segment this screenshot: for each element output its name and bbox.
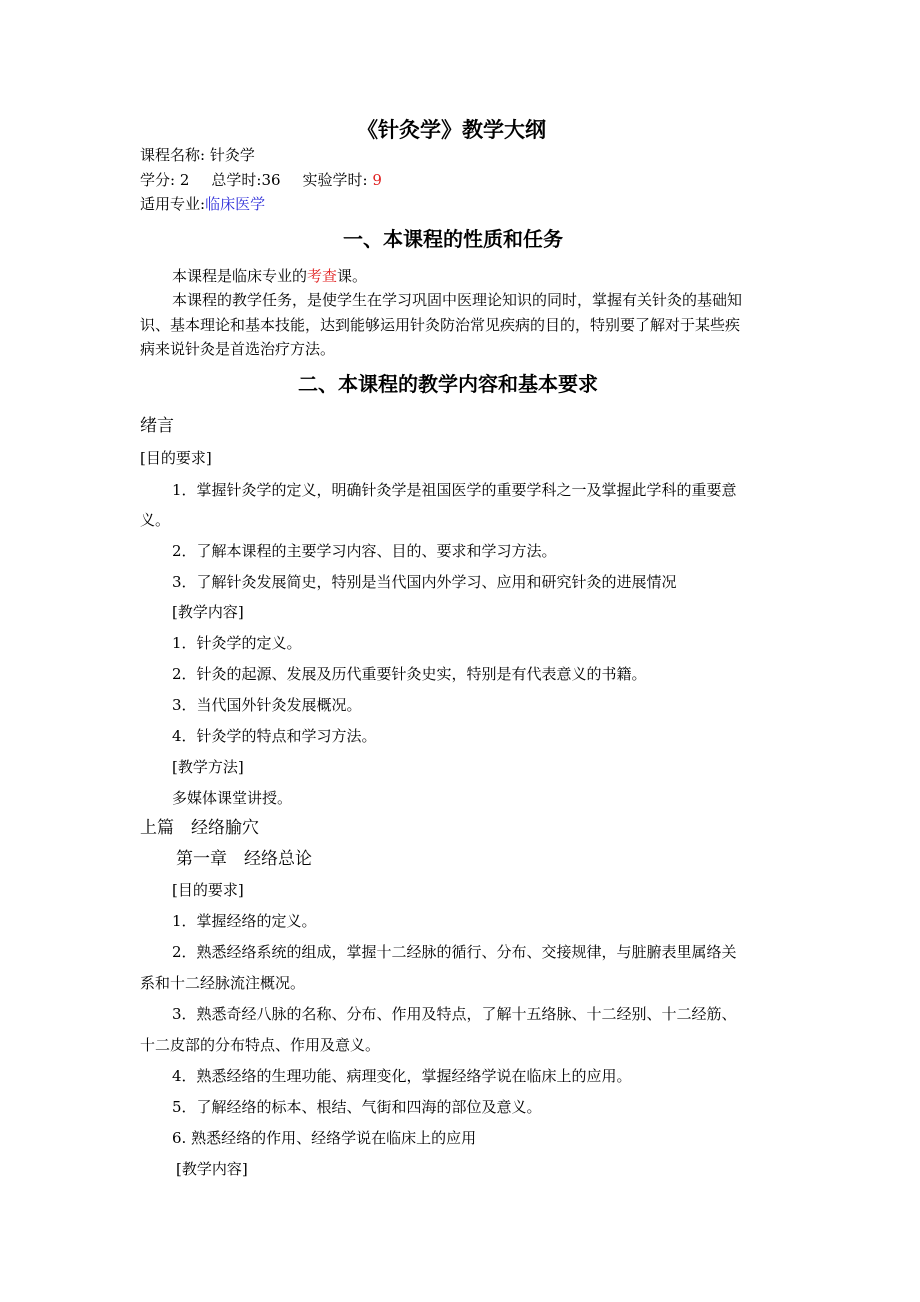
intro-method-label: [教学方法] [172, 758, 244, 776]
chapter-1-objective-3-line-2: 十二皮部的分布特点、作用及意义。 [140, 1036, 381, 1054]
section-1-paragraph-2-line-3: 病来说针灸是首选治疗方法。 [140, 340, 336, 358]
credit-label: 学分: [140, 171, 176, 189]
intro-content-label: [教学内容] [172, 603, 244, 621]
intro-objective-3: 3．了解针灸发展简史，特别是当代国内外学习、应用和研究针灸的进展情况 [172, 573, 677, 591]
chapter-1-objective-1: 1．掌握经络的定义。 [172, 912, 317, 930]
major-label: 适用专业: [140, 195, 206, 213]
part-1-title: 上篇 经络腧穴 [140, 818, 259, 838]
course-name-value: 针灸学 [209, 146, 255, 164]
chapter-1-title: 第一章 经络总论 [176, 849, 312, 869]
intro-content-1: 1．针灸学的定义。 [172, 634, 302, 652]
chapter-1-objective-2-line-2: 系和十二经脉流注概况。 [140, 974, 306, 992]
paragraph-text: 课。 [337, 267, 368, 285]
chapter-1-objective-2-line-1: 2．熟悉经络系统的组成，掌握十二经脉的循行、分布、交接规律，与脏腑表里属络关 [172, 943, 737, 961]
credit-value: 2 [179, 171, 190, 189]
section-1-heading: 一、本课程的性质和任务 [343, 227, 563, 251]
section-1-paragraph-2-line-1: 本课程的教学任务，是使学生在学习巩固中医理论知识的同时，掌握有关针灸的基础知 [172, 291, 743, 309]
course-name-line [140, 145, 255, 165]
paragraph-text: 本课程是临床专业的 [172, 267, 308, 285]
intro-objective-2: 2．了解本课程的主要学习内容、目的、要求和学习方法。 [172, 542, 557, 560]
lab-hours-label: 实验学时: [302, 171, 368, 189]
chapter-1-objective-3-line-1: 3．熟悉奇经八脉的名称、分布、作用及特点，了解十五络脉、十二经别、十二经筋、 [172, 1005, 737, 1023]
credits-line [140, 170, 382, 190]
section-1-paragraph-2-line-2: 识、基本理论和基本技能，达到能够运用针灸防治常见疾病的目的，特别要了解对于某些疾 [140, 316, 741, 334]
major-value: 临床医学 [205, 195, 266, 213]
chapter-1-content-label: [教学内容] [176, 1160, 248, 1178]
hours-value: 36 [261, 171, 281, 189]
intro-method: 多媒体课堂讲授。 [172, 789, 293, 807]
chapter-1-objectives-label: [目的要求] [172, 881, 244, 899]
assessment-type: 考查 [307, 267, 338, 285]
intro-content-2: 2．针灸的起源、发展及历代重要针灸史实，特别是有代表意义的书籍。 [172, 665, 647, 683]
chapter-1-objective-4: 4．熟悉经络的生理功能、病理变化，掌握经络学说在临床上的应用。 [172, 1067, 632, 1085]
lab-hours-value: 9 [372, 171, 382, 189]
course-name-label: 课程名称: [140, 146, 206, 164]
chapter-1-objective-5: 5．了解经络的标本、根结、气街和四海的部位及意义。 [172, 1098, 542, 1116]
intro-objective-1-line-2: 义。 [140, 511, 171, 529]
section-1-paragraph-1 [172, 266, 367, 286]
document-title: 《针灸学》教学大纲 [357, 118, 546, 142]
hours-label: 总学时: [211, 171, 262, 189]
intro-objective-1-line-1: 1．掌握针灸学的定义，明确针灸学是祖国医学的重要学科之一及掌握此学科的重要意 [172, 481, 737, 499]
section-2-heading: 二、本课程的教学内容和基本要求 [298, 372, 598, 396]
intro-content-4: 4．针灸学的特点和学习方法。 [172, 727, 377, 745]
intro-title: 绪言 [140, 416, 174, 436]
intro-content-3: 3．当代国外针灸发展概况。 [172, 696, 362, 714]
major-line [140, 194, 265, 214]
chapter-1-objective-6: 6. 熟悉经络的作用、经络学说在临床上的应用 [172, 1129, 477, 1147]
intro-objectives-label: [目的要求] [140, 449, 212, 467]
